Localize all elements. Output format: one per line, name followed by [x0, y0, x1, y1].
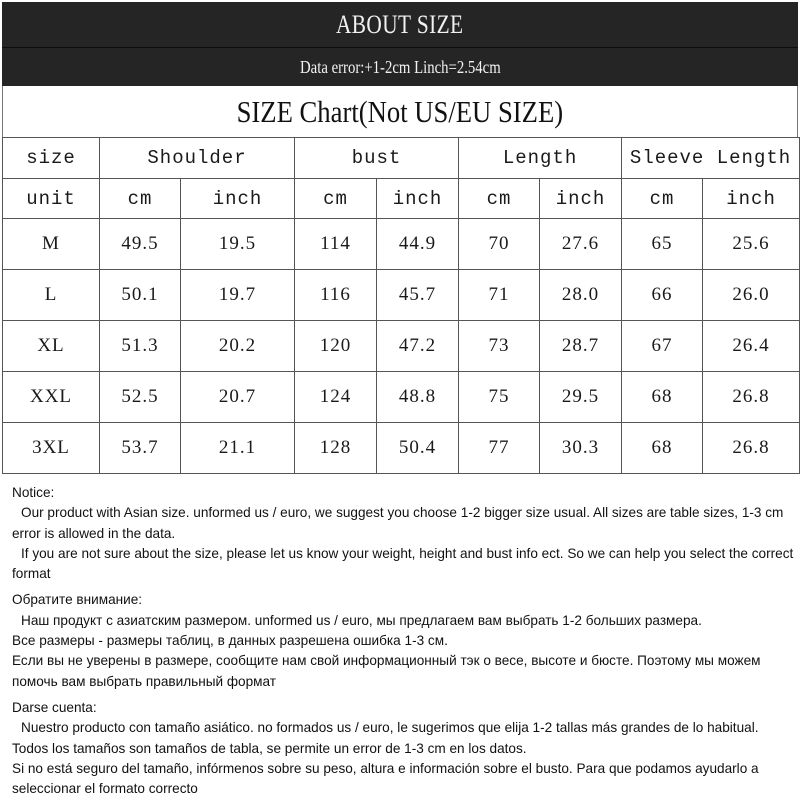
size-table — [2, 137, 800, 474]
table-row — [3, 423, 800, 474]
notice-paragraph: Our product with Asian size. unformed us / euro, we suggest you choose 1-2 bigger size usual. All sizes are table sizes, 1-3 cm error is allowed in the data. — [12, 505, 784, 541]
notice-english — [12, 483, 797, 584]
header-row-measurements — [3, 138, 800, 179]
banner-subtitle: Data error:+1-2cm Linch=2.54cm — [299, 57, 501, 77]
unit-cell: cm — [459, 179, 540, 219]
unit-cell: inch — [181, 179, 295, 219]
value-cell: 26.0 — [703, 270, 800, 321]
value-cell: 47.2 — [377, 321, 459, 372]
unit-cell: cm — [622, 179, 703, 219]
value-cell: 27.6 — [540, 219, 622, 270]
value-cell: 50.1 — [100, 270, 181, 321]
value-cell: 77 — [459, 423, 540, 474]
table-row — [3, 321, 800, 372]
value-cell: 67 — [622, 321, 703, 372]
value-cell: 66 — [622, 270, 703, 321]
size-chart-title — [2, 86, 798, 137]
value-cell: 26.4 — [703, 321, 800, 372]
size-chart-title-text: SIZE Chart(Not US/EU SIZE) — [236, 94, 564, 129]
value-cell: 68 — [622, 372, 703, 423]
value-cell: 52.5 — [100, 372, 181, 423]
notice-paragraph: Наш продукт с азиатским размером. unformed us / euro, мы предлагаем вам выбрать 1-2 больших размера. — [21, 612, 702, 628]
unit-cell: cm — [100, 179, 181, 219]
table-row — [3, 219, 800, 270]
value-cell: 28.7 — [540, 321, 622, 372]
value-cell: 26.8 — [703, 423, 800, 474]
value-cell: 20.7 — [181, 372, 295, 423]
notice-heading: Notice: — [12, 485, 55, 500]
size-cell: 3XL — [3, 423, 100, 474]
banner-title: ABOUT SIZE — [336, 10, 464, 39]
value-cell: 65 — [622, 219, 703, 270]
value-cell: 53.7 — [100, 423, 181, 474]
table-row — [3, 372, 800, 423]
value-cell: 44.9 — [377, 219, 459, 270]
value-cell: 124 — [295, 372, 377, 423]
sleeve-length-header: Sleeve Length — [622, 138, 800, 179]
notice-spanish — [12, 698, 797, 799]
value-cell: 114 — [295, 219, 377, 270]
value-cell: 28.0 — [540, 270, 622, 321]
value-cell: 116 — [295, 270, 377, 321]
unit-header: unit — [3, 179, 100, 219]
value-cell: 75 — [459, 372, 540, 423]
notice-paragraph: If you are not sure about the size, please let us know your weight, height and bust info ect. So we can help you select the correct format — [12, 545, 794, 582]
value-cell: 19.5 — [181, 219, 295, 270]
notice-paragraph: Nuestro producto con tamaño asiático. no formados us / euro, le sugerimos que elija 1-2 tallas más grandes de lo habitual. Todos los tamaños son tamaños de tabla, se permite un error de 1-3 cm en los datos. — [12, 720, 759, 756]
size-cell: XXL — [3, 372, 100, 423]
bust-header: bust — [295, 138, 459, 179]
value-cell: 70 — [459, 219, 540, 270]
size-header: size — [3, 138, 100, 179]
value-cell: 68 — [622, 423, 703, 474]
unit-cell: cm — [295, 179, 377, 219]
notice-heading: Обратите внимание: — [12, 592, 143, 608]
size-cell: XL — [3, 321, 100, 372]
value-cell: 21.1 — [181, 423, 295, 474]
unit-cell: inch — [703, 179, 800, 219]
value-cell: 51.3 — [100, 321, 181, 372]
value-cell: 48.8 — [377, 372, 459, 423]
notice-russian — [12, 590, 797, 691]
size-cell: M — [3, 219, 100, 270]
shoulder-header: Shoulder — [100, 138, 295, 179]
value-cell: 73 — [459, 321, 540, 372]
value-cell: 49.5 — [100, 219, 181, 270]
value-cell: 25.6 — [703, 219, 800, 270]
value-cell: 71 — [459, 270, 540, 321]
value-cell: 45.7 — [377, 270, 459, 321]
value-cell: 128 — [295, 423, 377, 474]
notice-paragraph: Если вы не уверены в размере, сообщите нам свой информационный тэк о весе, высоте и бюсте. Поэтому мы можем помочь вам выбрать правильный формат — [12, 653, 761, 689]
table-row — [3, 270, 800, 321]
value-cell: 20.2 — [181, 321, 295, 372]
value-cell: 26.8 — [703, 372, 800, 423]
header-row-units — [3, 179, 800, 219]
size-notes — [12, 483, 797, 805]
value-cell: 29.5 — [540, 372, 622, 423]
unit-cell: inch — [377, 179, 459, 219]
data-error-banner — [2, 48, 798, 86]
value-cell: 19.7 — [181, 270, 295, 321]
length-header: Length — [459, 138, 622, 179]
notice-paragraph: Все размеры - размеры таблиц, в данных разрешена ошибка 1-3 см. — [12, 633, 448, 649]
value-cell: 120 — [295, 321, 377, 372]
notice-paragraph: Si no está seguro del tamaño, infórmenos sobre su peso, altura e información sobre el busto. Para que podamos ayudarlo a seleccionar el formato correcto — [12, 760, 759, 797]
value-cell: 30.3 — [540, 423, 622, 474]
about-size-banner — [2, 2, 798, 48]
value-cell: 50.4 — [377, 423, 459, 474]
notice-heading: Darse cuenta: — [12, 699, 97, 715]
size-cell: L — [3, 270, 100, 321]
unit-cell: inch — [540, 179, 622, 219]
